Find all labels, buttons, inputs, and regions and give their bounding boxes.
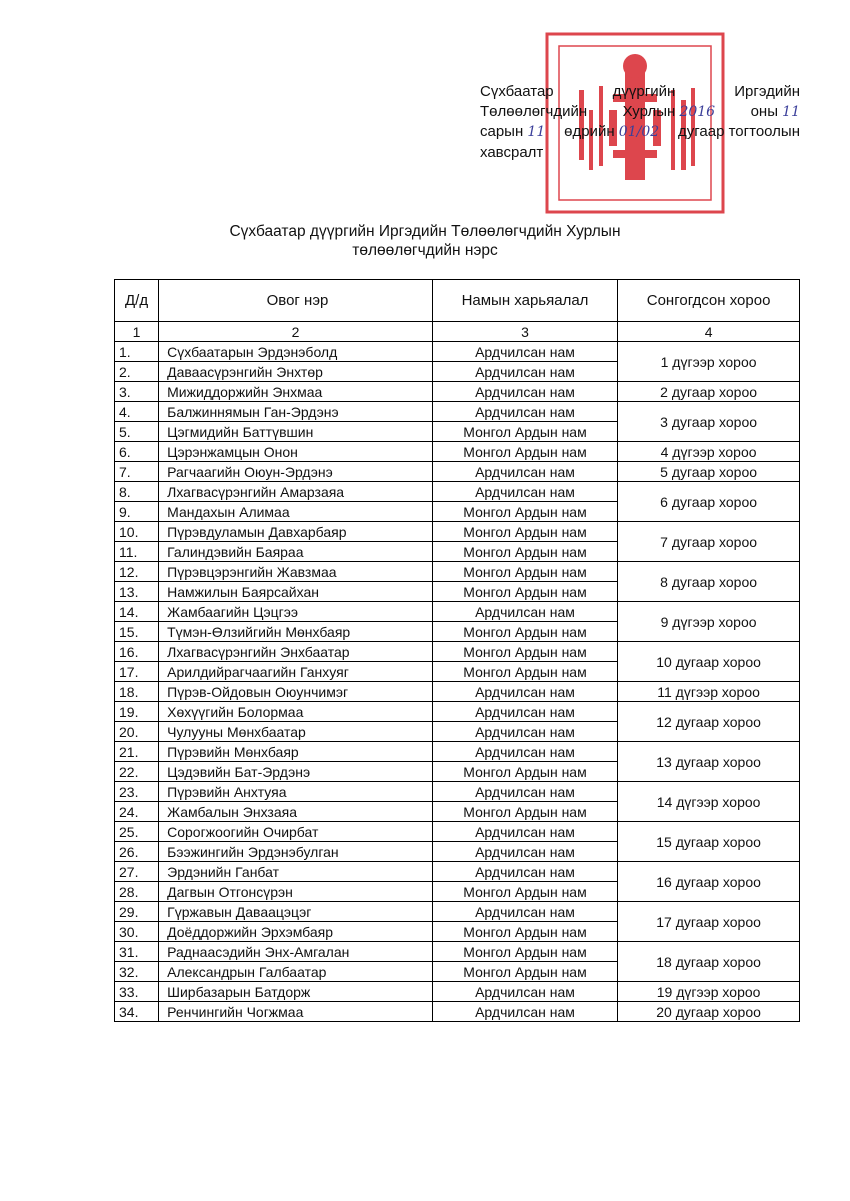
table-row — [115, 522, 800, 542]
party-affiliation: Ардчилсан нам — [432, 902, 617, 922]
row-number: 33. — [115, 982, 159, 1002]
party-affiliation: Ардчилсан нам — [432, 402, 617, 422]
party-affiliation: Ардчилсан нам — [432, 1002, 617, 1022]
party-affiliation: Монгол Ардын нам — [432, 582, 617, 602]
member-name: Намжилын Баярсайхан — [159, 582, 433, 602]
row-number: 26. — [115, 842, 159, 862]
member-name: Пүрэвийн Анхтуяа — [159, 782, 433, 802]
handwritten-day: 11 — [527, 124, 546, 140]
header-horoo: Сонгогдсон хороо — [618, 280, 800, 322]
elected-horoo: 13 дугаар хороо — [618, 742, 800, 782]
member-name: Түмэн-Өлзийгийн Мөнхбаяр — [159, 622, 433, 642]
attachment-word: өдрийн — [564, 123, 615, 140]
party-affiliation: Монгол Ардын нам — [432, 882, 617, 902]
column-number: 1 — [115, 322, 159, 342]
table-body — [115, 342, 800, 1022]
row-number: 19. — [115, 702, 159, 722]
table-row — [115, 702, 800, 722]
elected-horoo: 9 дүгээр хороо — [618, 602, 800, 642]
row-number: 27. — [115, 862, 159, 882]
party-affiliation: Ардчилсан нам — [432, 702, 617, 722]
attachment-note — [480, 82, 800, 162]
member-name: Сорогжоогийн Очирбат — [159, 822, 433, 842]
table-row — [115, 782, 800, 802]
row-number: 13. — [115, 582, 159, 602]
attachment-line-1 — [480, 82, 800, 102]
table-row — [115, 742, 800, 762]
member-name: Пүрэвдуламын Давхарбаяр — [159, 522, 433, 542]
member-name: Арилдийрагчаагийн Ганхуяг — [159, 662, 433, 682]
column-number: 4 — [618, 322, 800, 342]
member-name: Ширбазарын Батдорж — [159, 982, 433, 1002]
table-row — [115, 822, 800, 842]
party-affiliation: Монгол Ардын нам — [432, 522, 617, 542]
member-name: Гүржавын Даваацэцэг — [159, 902, 433, 922]
member-name: Ренчингийн Чогжмаа — [159, 1002, 433, 1022]
member-name: Дагвын Отгонсүрэн — [159, 882, 433, 902]
party-affiliation: Ардчилсан нам — [432, 682, 617, 702]
elected-horoo: 17 дугаар хороо — [618, 902, 800, 942]
handwritten-month: 11 — [782, 103, 800, 120]
party-affiliation: Ардчилсан нам — [432, 382, 617, 402]
row-number: 17. — [115, 662, 159, 682]
member-name: Раднаасэдийн Энх-Амгалан — [159, 942, 433, 962]
elected-horoo: 14 дүгээр хороо — [618, 782, 800, 822]
row-number: 8. — [115, 482, 159, 502]
table-header-row — [115, 280, 800, 322]
elected-horoo: 6 дугаар хороо — [618, 482, 800, 522]
elected-horoo: 20 дугаар хороо — [618, 1002, 800, 1022]
table-row — [115, 982, 800, 1002]
elected-horoo: 1 дүгээр хороо — [618, 342, 800, 382]
member-name: Балжиннямын Ган-Эрдэнэ — [159, 402, 433, 422]
table-row — [115, 382, 800, 402]
header-name: Овог нэр — [159, 280, 433, 322]
elected-horoo: 15 дугаар хороо — [618, 822, 800, 862]
member-name: Эрдэнийн Ганбат — [159, 862, 433, 882]
row-number: 29. — [115, 902, 159, 922]
row-number: 7. — [115, 462, 159, 482]
party-affiliation: Монгол Ардын нам — [432, 442, 617, 462]
header-party: Намын харьяалал — [432, 280, 617, 322]
row-number: 9. — [115, 502, 159, 522]
party-affiliation: Монгол Ардын нам — [432, 962, 617, 982]
row-number: 23. — [115, 782, 159, 802]
party-affiliation: Ардчилсан нам — [432, 722, 617, 742]
elected-horoo: 5 дугаар хороо — [618, 462, 800, 482]
elected-horoo: 10 дугаар хороо — [618, 642, 800, 682]
handwritten-year: 2016 — [679, 103, 716, 120]
row-number: 32. — [115, 962, 159, 982]
page-title-line-2: төлөөлөгчдийн нэрс — [352, 242, 498, 259]
row-number: 20. — [115, 722, 159, 742]
table-row — [115, 682, 800, 702]
attachment-word: Хурлын — [622, 102, 676, 120]
row-number: 15. — [115, 622, 159, 642]
party-affiliation: Монгол Ардын нам — [432, 422, 617, 442]
party-affiliation: Ардчилсан нам — [432, 482, 617, 502]
row-number: 1. — [115, 342, 159, 362]
table-row — [115, 862, 800, 882]
party-affiliation: Ардчилсан нам — [432, 842, 617, 862]
row-number: 2. — [115, 362, 159, 382]
member-name: Сүхбаатарын Эрдэнэболд — [159, 342, 433, 362]
row-number: 12. — [115, 562, 159, 582]
elected-horoo: 19 дүгээр хороо — [618, 982, 800, 1002]
party-affiliation: Монгол Ардын нам — [432, 942, 617, 962]
handwritten-resolution-number: 01/02 — [618, 124, 660, 140]
attachment-word: дүүргийн — [612, 83, 676, 100]
member-name: Лхагвасүрэнгийн Амарзаяа — [159, 482, 433, 502]
row-number: 25. — [115, 822, 159, 842]
member-name: Александрын Галбаатар — [159, 962, 433, 982]
party-affiliation: Ардчилсан нам — [432, 462, 617, 482]
member-name: Пүрэвцэрэнгийн Жавзмаа — [159, 562, 433, 582]
member-name: Цэрэнжамцын Онон — [159, 442, 433, 462]
attachment-word: хавсралт — [480, 143, 544, 161]
elected-horoo: 8 дугаар хороо — [618, 562, 800, 602]
party-affiliation: Ардчилсан нам — [432, 782, 617, 802]
members-table — [114, 279, 800, 1022]
member-name: Цэгмидийн Баттүвшин — [159, 422, 433, 442]
party-affiliation: Монгол Ардын нам — [432, 622, 617, 642]
party-affiliation: Ардчилсан нам — [432, 602, 617, 622]
row-number: 21. — [115, 742, 159, 762]
party-affiliation: Монгол Ардын нам — [432, 502, 617, 522]
page-title — [0, 222, 850, 260]
row-number: 22. — [115, 762, 159, 782]
attachment-word: оны — [750, 102, 778, 120]
row-number: 18. — [115, 682, 159, 702]
elected-horoo: 11 дүгээр хороо — [618, 682, 800, 702]
row-number: 30. — [115, 922, 159, 942]
party-affiliation: Монгол Ардын нам — [432, 802, 617, 822]
table-row — [115, 902, 800, 922]
party-affiliation: Монгол Ардын нам — [432, 662, 617, 682]
member-name: Пүрэв-Ойдовын Оюунчимэг — [159, 682, 433, 702]
elected-horoo: 4 дүгээр хороо — [618, 442, 800, 462]
attachment-line-3 — [480, 122, 800, 143]
elected-horoo: 12 дугаар хороо — [618, 702, 800, 742]
attachment-line-4 — [480, 143, 800, 163]
party-affiliation: Ардчилсан нам — [432, 362, 617, 382]
attachment-word: Сүхбаатар — [480, 83, 554, 100]
row-number: 16. — [115, 642, 159, 662]
elected-horoo: 16 дугаар хороо — [618, 862, 800, 902]
member-name: Доёддоржийн Эрхэмбаяр — [159, 922, 433, 942]
column-number: 2 — [159, 322, 433, 342]
member-name: Жамбалын Энхзаяа — [159, 802, 433, 822]
elected-horoo: 3 дугаар хороо — [618, 402, 800, 442]
elected-horoo: 18 дугаар хороо — [618, 942, 800, 982]
row-number: 34. — [115, 1002, 159, 1022]
page-title-line-1: Сүхбаатар дүүргийн Иргэдийн Төлөөлөгчдийн Хурлын — [229, 223, 621, 240]
attachment-word: Төлөөлөгчдийн — [480, 102, 588, 120]
attachment-word: сарын — [480, 123, 524, 140]
table-row — [115, 642, 800, 662]
row-number: 3. — [115, 382, 159, 402]
row-number: 4. — [115, 402, 159, 422]
row-number: 31. — [115, 942, 159, 962]
table-row — [115, 462, 800, 482]
member-name: Хөхүүгийн Болормаа — [159, 702, 433, 722]
table-row — [115, 1002, 800, 1022]
party-affiliation: Монгол Ардын нам — [432, 642, 617, 662]
row-number: 5. — [115, 422, 159, 442]
member-name: Бээжингийн Эрдэнэбулган — [159, 842, 433, 862]
party-affiliation: Монгол Ардын нам — [432, 922, 617, 942]
row-number: 28. — [115, 882, 159, 902]
party-affiliation: Монгол Ардын нам — [432, 562, 617, 582]
row-number: 14. — [115, 602, 159, 622]
table-row — [115, 942, 800, 962]
party-affiliation: Монгол Ардын нам — [432, 762, 617, 782]
row-number: 10. — [115, 522, 159, 542]
table-row — [115, 442, 800, 462]
column-number: 3 — [432, 322, 617, 342]
party-affiliation: Монгол Ардын нам — [432, 542, 617, 562]
member-name: Жамбаагийн Цэцгээ — [159, 602, 433, 622]
member-name: Цэдэвийн Бат-Эрдэнэ — [159, 762, 433, 782]
table-row — [115, 602, 800, 622]
member-name: Лхагвасүрэнгийн Энхбаатар — [159, 642, 433, 662]
elected-horoo: 2 дугаар хороо — [618, 382, 800, 402]
attachment-word: дугаар тогтоолын — [678, 123, 800, 140]
row-number: 24. — [115, 802, 159, 822]
member-name: Мижиддоржийн Энхмаа — [159, 382, 433, 402]
member-name: Пүрэвийн Мөнхбаяр — [159, 742, 433, 762]
member-name: Рагчаагийн Оюун-Эрдэнэ — [159, 462, 433, 482]
attachment-word: Иргэдийн — [734, 83, 800, 100]
party-affiliation: Ардчилсан нам — [432, 822, 617, 842]
row-number: 6. — [115, 442, 159, 462]
table-column-number-row — [115, 322, 800, 342]
table-row — [115, 482, 800, 502]
member-name: Даваасүрэнгийн Энхтөр — [159, 362, 433, 382]
header-number: Д/д — [115, 280, 159, 322]
table-row — [115, 402, 800, 422]
member-name: Чулууны Мөнхбаатар — [159, 722, 433, 742]
elected-horoo: 7 дугаар хороо — [618, 522, 800, 562]
table-row — [115, 562, 800, 582]
party-affiliation: Ардчилсан нам — [432, 862, 617, 882]
attachment-line-2 — [480, 102, 800, 123]
party-affiliation: Ардчилсан нам — [432, 982, 617, 1002]
table-row — [115, 342, 800, 362]
member-name: Галиндэвийн Баяраа — [159, 542, 433, 562]
member-name: Мандахын Алимаа — [159, 502, 433, 522]
party-affiliation: Ардчилсан нам — [432, 742, 617, 762]
row-number: 11. — [115, 542, 159, 562]
party-affiliation: Ардчилсан нам — [432, 342, 617, 362]
